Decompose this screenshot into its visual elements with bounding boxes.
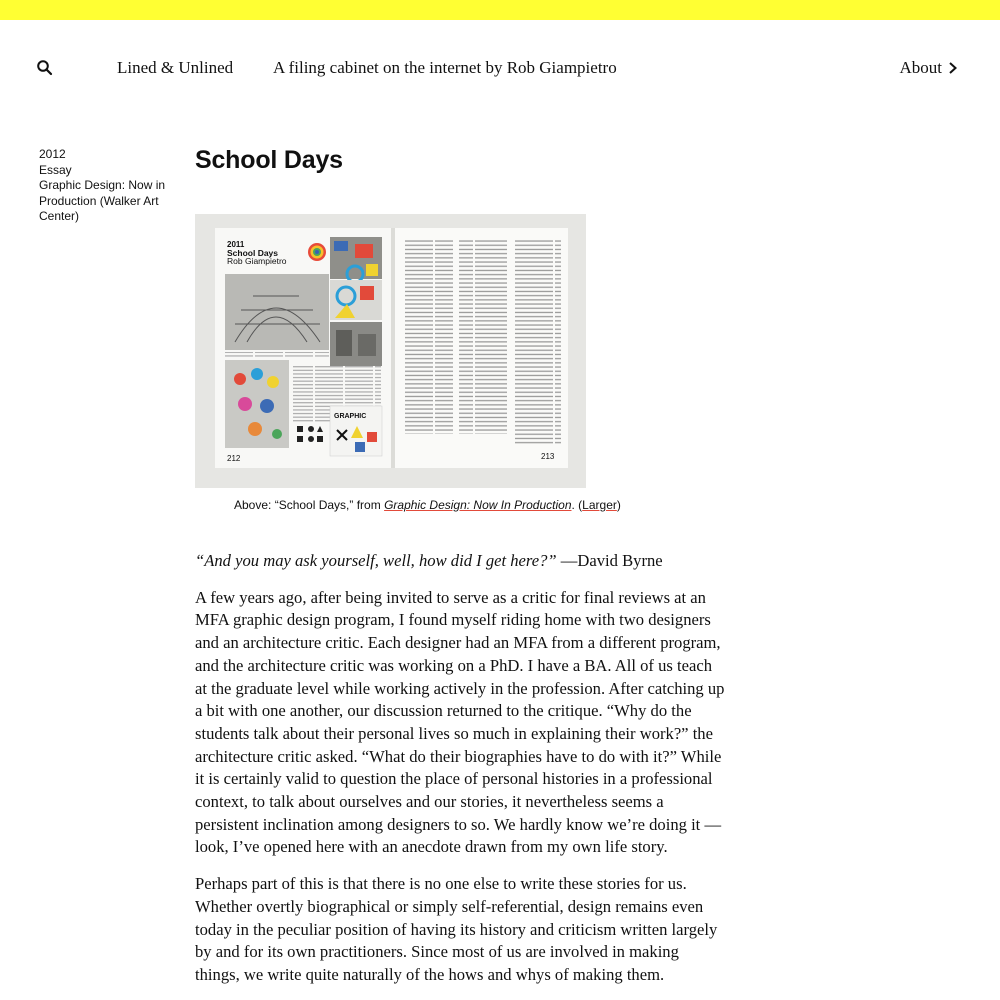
page-title: School Days	[195, 146, 343, 174]
site-header	[0, 56, 1000, 82]
caption-middle: . (	[571, 498, 583, 512]
spread-author: Rob Giampietro	[227, 256, 287, 266]
site-name-link[interactable]: Lined & Unlined	[117, 58, 234, 77]
entry-meta	[39, 147, 179, 225]
spread-title: School Days	[227, 248, 279, 258]
meta-year: 2012	[39, 147, 66, 161]
paragraph: A few years ago, after being invited to serve as a critic for final reviews at an MFA graphic design program, I found myself riding home with two designers and an architecture critic. Each designer had an MFA from a different program, and the architecture critic was working on a PhD. I have a BA. All of us teach at the graduate level while working actively in the profession. After catching up a bit with one another, our discussion returned to the critique. “Why do the students talk about their personal lives so much in explaining their work?” the architecture critic asked. “What do their biographies have to do with it?” While it is certainly valid to question the place of personal histories in a professional context, to talk about ourselves and our stories, it nevertheless seems a persistent inclination among designers to so. We hardly know we’re doing it — look, I’ve opened here with an anecdote drawn from my own life story.	[195, 587, 725, 857]
about-label: About	[899, 58, 942, 77]
image-caption	[234, 498, 621, 512]
meta-type: Essay	[39, 162, 72, 177]
epigraph-attribution: —David Byrne	[556, 551, 663, 570]
epigraph-quote: “And you may ask yourself, well, how did I get here?”	[195, 551, 557, 570]
meta-publication: Graphic Design: Now in Production (Walker Art Center)	[39, 178, 166, 223]
caption-book-link[interactable]: Graphic Design: Now In Production	[384, 498, 572, 512]
site-tagline: A filing cabinet on the internet by Rob Giampietro	[273, 58, 617, 77]
spread-year: 2011	[227, 240, 245, 249]
spread-page-left: 212	[227, 454, 241, 463]
paragraph: Perhaps part of this is that there is no one else to write these stories for us. Whether overtly biographical or simply self-referential, design remains even today in the peculiar position of having its history and criticism written largely by and for its own practitioners. Since most of us are involved in making things, we write quite naturally of the hows and whys of making them.	[195, 874, 718, 984]
book-spread-illustration	[195, 214, 586, 488]
epigraph	[195, 550, 725, 573]
article-body	[195, 550, 725, 1000]
accent-bar	[0, 0, 1000, 20]
search-icon[interactable]	[36, 59, 54, 77]
about-link[interactable]	[900, 58, 959, 78]
caption-suffix: )	[616, 498, 621, 512]
chevron-right-icon	[948, 61, 958, 75]
caption-larger-link[interactable]: Larger	[582, 498, 617, 512]
spread-poster-label: GRAPHIC	[334, 413, 367, 420]
spread-page-right: 213	[541, 452, 555, 461]
caption-prefix: Above: “School Days,” from	[234, 498, 385, 512]
article-image[interactable]	[195, 214, 586, 488]
